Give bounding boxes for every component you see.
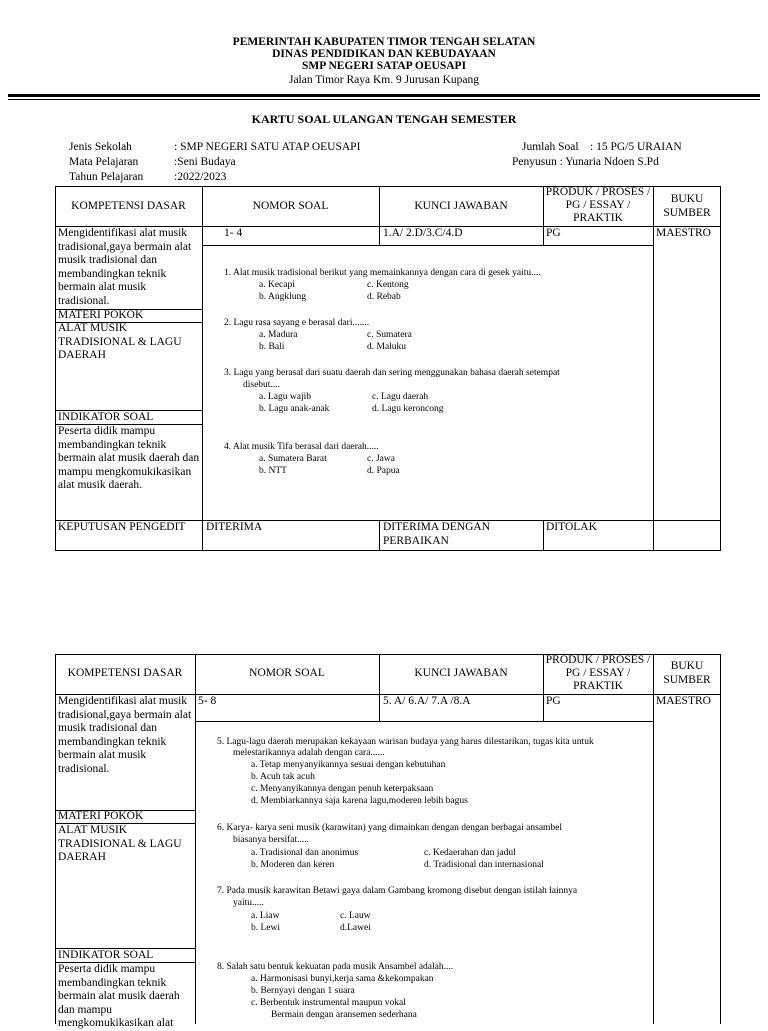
kunci-jawaban-value: 1.A/ 2.D/3.C/4.D (383, 227, 463, 239)
header-rule-thin (8, 99, 760, 100)
q3-option-b: b. Lagu anak-anak (259, 404, 330, 414)
q1-option-a: a. Kecapi (259, 280, 295, 290)
materi-pokok-text: ALAT MUSIK TRADISIONAL & LAGU DAERAH (58, 322, 182, 361)
keputusan-pengedit-label: KEPUTUSAN PENGEDIT (58, 521, 186, 533)
q2-option-a: a. Madura (259, 330, 298, 340)
header-buku-sumber: BUKU SUMBER (663, 193, 711, 219)
penyusun: Penyusun : Yunaria Ndoen S.Pd (512, 156, 659, 168)
header-rule-thick (8, 94, 760, 97)
tahun-pelajaran-value: :2022/2023 (174, 171, 227, 183)
header-kompetensi-dasar: KOMPETENSI DASAR (71, 200, 186, 212)
question-4: 4. Alat musik Tifa berasal dari daerah..... (224, 442, 379, 452)
q5-option-a: a. Tetap menyanyikannya sesuai dengan kebutuhan (251, 760, 446, 770)
question-7: 7. Pada musik karawitan Betawi gaya dalam Gambang kromong disebut dengan istilah lainnya (217, 886, 578, 896)
question-8: 8. Salah satu bentuk kekuatan pada musik Ansambel adalah.... (217, 962, 454, 972)
buku-sumber-value: MAESTRO (656, 227, 711, 239)
header-kunci-jawaban-2: KUNCI JAWABAN (414, 667, 508, 679)
buku-sumber-value-2: MAESTRO (656, 695, 711, 707)
header-line-1: PEMERINTAH KABUPATEN TIMOR TENGAH SELATAN (232, 36, 536, 48)
document-title: KARTU SOAL ULANGAN TENGAH SEMESTER (251, 112, 517, 126)
question-3: 3. Lagu yang berasal dari suatu daerah dan sering menggunakan bahasa daerah setempat (224, 368, 560, 378)
decision-ditolak: DITOLAK (546, 521, 597, 533)
indikator-soal-label: INDIKATOR SOAL (58, 411, 154, 423)
question-7-line-2: yaitu..... (233, 898, 264, 908)
q3-option-d: d. Lagu keroncong (372, 404, 444, 414)
q3-option-c: c. Lagu daerah (372, 392, 429, 402)
materi-pokok-label: MATERI POKOK (58, 309, 144, 321)
q1-option-c: c. Kentong (367, 280, 409, 290)
kunci-jawaban-value-2: 5. A/ 6.A/ 7.A /8.A (383, 695, 471, 707)
header-buku-sumber-2: BUKU SUMBER (663, 660, 711, 686)
q7-option-a: a. Liaw (251, 911, 280, 921)
q7-option-b: b. Lewi (251, 923, 281, 933)
header-kunci-jawaban: KUNCI JAWABAN (414, 200, 508, 212)
mata-pelajaran-value: :Seni Budaya (174, 156, 236, 168)
question-2: 2. Lagu rasa sayang e berasal dari....... (224, 318, 370, 328)
header-nomor-soal-2: NOMOR SOAL (249, 667, 325, 679)
q8-option-c: c. Berbentuk instrumental maupun vokal (251, 998, 406, 1008)
question-3-line-2: disebut.... (243, 380, 280, 390)
decision-diterima-perbaikan: DITERIMA DENGAN PERBAIKAN (383, 521, 491, 547)
jenis-soal-value: PG (546, 227, 561, 239)
question-6: 6. Karya- karya seni musik (karawitan) yang dimainkan dengan dengan berbagai ansambel (217, 823, 563, 833)
header-address: Jalan Timor Raya Km. 9 Jurusan Kupang (288, 74, 480, 86)
kompetensi-dasar-text-2: Mengidentifikasi alat musik tradisional,gaya bermain alat musik tradisional dan membandingkan teknik bermain alat musik tradisional. (58, 695, 192, 775)
q4-option-d: d. Papua (367, 466, 400, 476)
q1-option-d: d. Rebab (367, 292, 401, 302)
q8-option-d: Bermain dengan aransemen sederhana (271, 1010, 417, 1020)
nomor-soal-value: 1- 4 (224, 227, 243, 239)
header-produk: PRODUK / PROSES / PG / ESSAY / PRAKTIK (545, 186, 651, 224)
q4-option-b: b. NTT (259, 466, 287, 476)
q6-option-d: d. Tradisional dan internasional (424, 860, 544, 870)
header-nomor-soal: NOMOR SOAL (252, 200, 329, 212)
decision-diterima: DITERIMA (206, 521, 263, 533)
q2-option-c: c. Sumatera (367, 330, 412, 340)
nomor-soal-value-2: 5- 8 (198, 695, 217, 707)
q4-option-a: a. Sumatera Barat (259, 454, 327, 464)
jumlah-soal-label: Jumlah Soal (522, 141, 579, 153)
q2-option-d: d. Maluku (367, 342, 407, 352)
q5-option-d: d. Membiarkannya saja karena lagu,moderen lebih bagus (251, 796, 468, 806)
q8-option-b: b. Bernyayi dengan 1 suara (251, 986, 355, 996)
q5-option-c: c. Menyanyikannya dengan penuh keterpaksaan (251, 784, 434, 794)
q3-option-a: a. Lagu wajib (259, 392, 311, 402)
header-line-2: DINAS PENDIDIKAN DAN KEBUDAYAAN (272, 48, 496, 60)
question-5: 5. Lagu-lagu daerah merupakan kekayaan warisan budaya yang harus dilestarikan, tugas kita untuk (217, 737, 594, 747)
header-line-3: SMP NEGERI SATAP OEUSAPI (301, 60, 467, 72)
q5-option-b: b. Acuh tak acuh (251, 772, 315, 782)
question-1: 1. Alat musik tradisional berikut yang memainkannya dengan cara di gesek yaitu.... (224, 268, 541, 278)
q8-option-a: a. Harmonisasi bunyi,kerja sama &kekompakan (251, 974, 434, 984)
indikator-soal-text-2: Peserta didik mampu membandingkan teknik bermain alat musik daerah dan mampu mengkomukikasikan alat (58, 963, 180, 1029)
header-produk-2: PRODUK / PROSES / PG / ESSAY / PRAKTIK (545, 654, 651, 692)
mata-pelajaran-label: Mata Pelajaran (69, 156, 139, 168)
jenis-soal-value-2: PG (546, 695, 561, 707)
tahun-pelajaran-label: Tahun Pelajaran (69, 171, 144, 183)
q2-option-b: b. Bali (259, 342, 285, 352)
q1-option-b: b. Angklung (259, 292, 306, 302)
question-5-line-2: melestarikannya adalah dengan cara...... (233, 748, 385, 758)
kompetensi-dasar-text: Mengidentifikasi alat musik tradisional,gaya bermain alat musik tradisional dan membandingkan teknik bermain alat musik tradisional. (58, 227, 192, 307)
jumlah-soal-value: : 15 PG/5 URAIAN (590, 141, 682, 153)
q6-option-a: a. Tradisional dan anonimus (251, 848, 359, 858)
q6-option-b: b. Moderen dan keren (251, 860, 335, 870)
q7-option-d: d.Lawei (340, 923, 371, 933)
jenis-sekolah-label: Jenis Sekolah (69, 141, 132, 153)
indikator-soal-label-2: INDIKATOR SOAL (58, 949, 154, 961)
header-kompetensi-dasar-2: KOMPETENSI DASAR (67, 667, 183, 679)
jenis-sekolah-value: : SMP NEGERI SATU ATAP OEUSAPI (174, 141, 361, 153)
q6-option-c: c. Kedaerahan dan jadul (424, 848, 516, 858)
q4-option-c: c. Jawa (367, 454, 395, 464)
materi-pokok-label-2: MATERI POKOK (58, 810, 144, 822)
materi-pokok-text-2: ALAT MUSIK TRADISIONAL & LAGU DAERAH (58, 824, 182, 863)
question-6-line-2: biasanya bersifat..... (233, 835, 309, 845)
indikator-soal-text: Peserta didik mampu membandingkan teknik bermain alat musik daerah dan mampu mengkomukikasikan alat musik daerah. (58, 425, 200, 491)
q7-option-c: c. Lauw (340, 911, 371, 921)
